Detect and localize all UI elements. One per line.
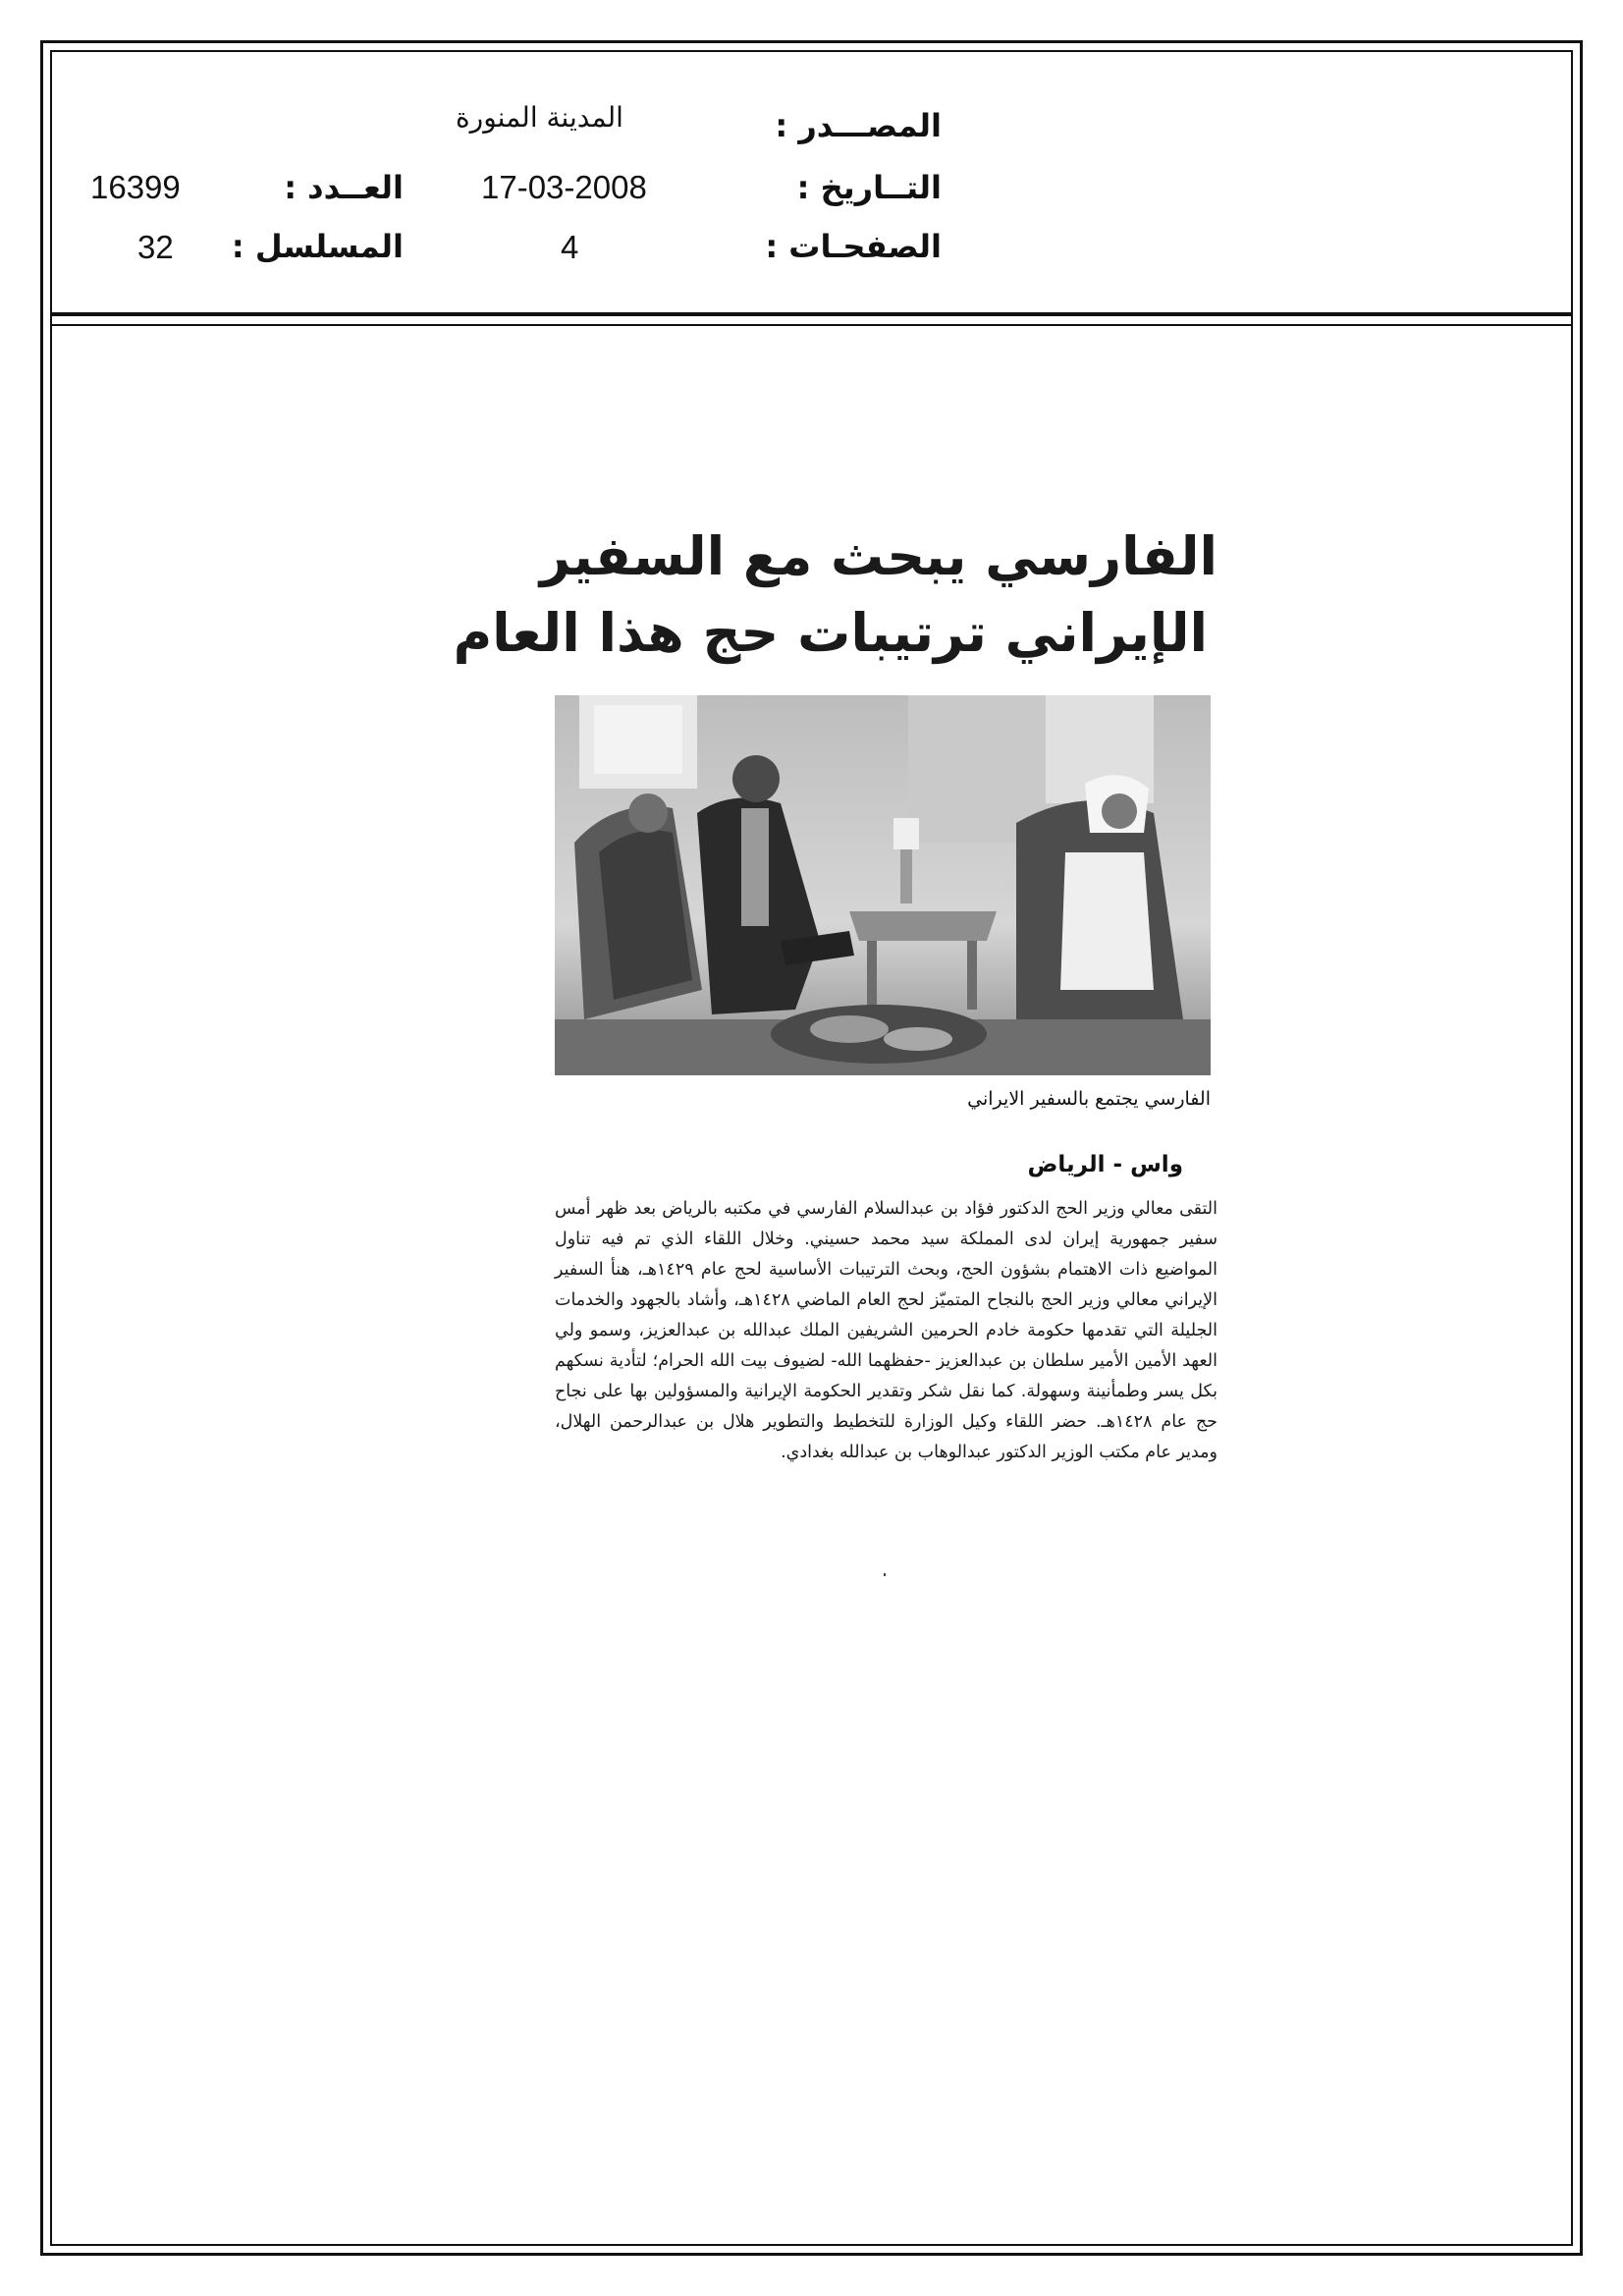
meeting-photo — [555, 695, 1211, 1075]
scan-speck — [884, 1573, 886, 1576]
date-value: 17-03-2008 — [481, 169, 647, 205]
headline-line-2: الإيراني ترتيبات حج هذا العام — [453, 602, 1208, 664]
source-value: المدينة المنورة — [456, 101, 623, 134]
source-label: المصـــدر : — [775, 107, 942, 144]
issue-number: 16399 — [90, 169, 181, 205]
meeting-photo-illustration — [555, 695, 1211, 1075]
photo-caption: الفارسي يجتمع بالسفير الايراني — [967, 1088, 1211, 1110]
page-inner-border — [50, 50, 1573, 2246]
header-divider-thick — [50, 312, 1573, 316]
header-divider-thin — [50, 324, 1573, 326]
headline-line-1: الفارسي يبحث مع السفير — [539, 525, 1217, 587]
pages-value: 4 — [561, 229, 579, 265]
byline: واس - الرياض — [1027, 1152, 1183, 1177]
serial-number: 32 — [137, 229, 174, 265]
serial-label: المسلسل : — [231, 228, 404, 265]
pages-label: الصفحـات : — [765, 228, 942, 265]
issue-label: العــدد : — [284, 169, 404, 206]
article-body: التقى معالي وزير الحج الدكتور فؤاد بن عبدالسلام الفارسي في مكتبه بالرياض بعد ظهر أمس سفير جمهورية إيران لدى المملكة سيد محمد حسيني. وخلال اللقاء الذي تم فيه تناول المواضيع ذات الاهتمام بشؤون الحج، وبحث الترتيبات الأساسية لحج عام ١٤٢٩هـ، هنأ السفير الإيراني معالي وزير الحج بالنجاح المتميّز لحج العام الماضي ١٤٢٨هـ، وأشاد بالجهود والخدمات الجليلة التي تقدمها حكومة خادم الحرمين الشريفين الملك عبدالله بن عبدالعزيز، وسمو ولي العهد الأمين الأمير سلطان بن عبدالعزيز -حفظهما الله- لضيوف بيت الله الحرام؛ لتأدية نسكهم بكل يسر وطمأنينة وسهولة. كما نقل شكر وتقدير الحكومة الإيرانية والمسؤولين بها على نجاح حج عام ١٤٢٨هـ. حضر اللقاء وكيل الوزارة للتخطيط والتطوير هلال بن عبدالرحمن الهلال، ومدير عام مكتب الوزير الدكتور عبدالوهاب بن عبدالله بغدادي. — [555, 1199, 1217, 1462]
date-label: التــاريخ : — [796, 169, 942, 206]
